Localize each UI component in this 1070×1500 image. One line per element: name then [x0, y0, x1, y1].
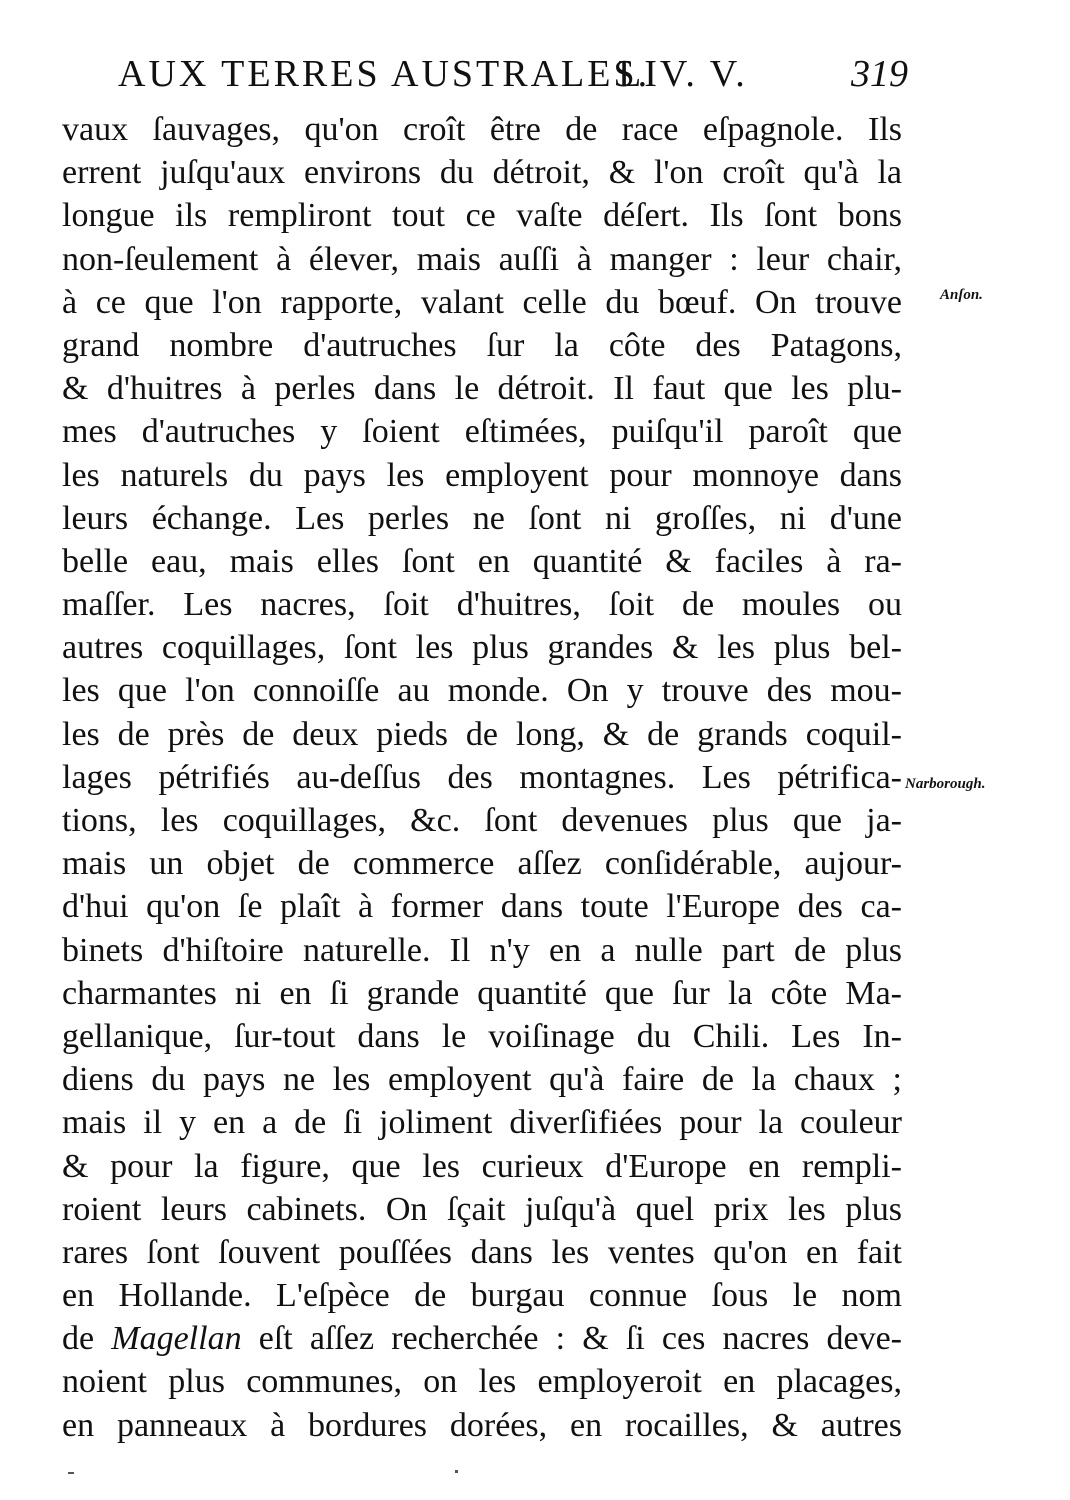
text-line: lages pétrifiés au-deſſus des montagnes. Les pétrifica-	[62, 758, 902, 796]
text-line: & pour la figure, que les curieux d'Europe en rempli-	[62, 1147, 902, 1185]
print-speck	[455, 1470, 458, 1473]
text-line: en panneaux à bordures dorées, en rocailles, & autres	[62, 1406, 902, 1444]
text-line: maſſer. Les nacres, ſoit d'huitres, ſoit de moules ou	[62, 586, 902, 624]
text-line: autres coquillages, ſont les plus grandes & les plus bel-	[62, 629, 902, 667]
text-line: les de près de deux pieds de long, & de grands coquil-	[62, 715, 902, 753]
text-line: mais un objet de commerce aſſez conſidérable, aujour-	[62, 845, 902, 883]
page-number: 319	[851, 53, 908, 95]
text-line: belle eau, mais elles ſont en quantité & faciles à ra-	[62, 542, 902, 580]
text-line: à ce que l'on rapporte, valant celle du bœuf. On trouve	[62, 283, 902, 321]
text-line: les que l'on connoiſſe au monde. On y trouve des mou-	[62, 672, 902, 710]
text-line: mais il y en a de ſi joliment diverſifiées pour la couleur	[62, 1104, 902, 1142]
running-head	[118, 50, 908, 98]
text-line: rares ſont ſouvent pouſſées dans les ventes qu'on en fait	[62, 1233, 902, 1271]
text-line: longue ils rempliront tout ce vaſte déſert. Ils ſont bons	[62, 197, 902, 235]
text-line: les naturels du pays les employent pour monnoye dans	[62, 456, 902, 494]
text-line: & d'huitres à perles dans le détroit. Il faut que les plu-	[62, 370, 902, 408]
margin-note-anson: Anſon.	[940, 287, 983, 303]
text-line: binets d'hiſtoire naturelle. Il n'y en a nulle part de plus	[62, 931, 902, 969]
text-line: tions, les coquillages, &c. ſont devenues plus que ja-	[62, 802, 902, 839]
text-line: mes d'autruches y ſoient eſtimées, puiſqu'il paroît que	[62, 413, 902, 451]
text-line-with-italic	[62, 1317, 902, 1360]
text-segment: eſt aſſez recherchée : & ſi ces nacres deve-	[241, 1320, 902, 1358]
text-line: en Hollande. L'eſpèce de burgau connue ſous le nom	[62, 1277, 902, 1315]
text-line: noient plus communes, on les employeroit en placages,	[62, 1363, 902, 1401]
text-line: diens du pays ne les employent qu'à faire de la chaux ;	[62, 1061, 902, 1099]
text-line: leurs échange. Les perles ne ſont ni groſſes, ni d'une	[62, 499, 902, 537]
text-line: d'hui qu'on ſe plaît à former dans toute l'Europe des ca-	[62, 888, 902, 926]
body-text	[62, 108, 902, 1447]
text-line: gellanique, ſur-tout dans le voiſinage du Chili. Les In-	[62, 1017, 902, 1055]
text-line: roient leurs cabinets. On ſçait juſqu'à quel prix les plus	[62, 1190, 902, 1228]
text-line: vaux ſauvages, qu'on croît être de race eſpagnole. Ils	[62, 111, 902, 148]
text-line: non-ſeulement à élever, mais auſſi à manger : leur chair,	[62, 240, 902, 278]
margin-note-narborough: Narborough.	[905, 776, 986, 792]
running-head-book: LIV. V.	[618, 53, 748, 95]
running-head-title: AUX TERRES AUSTRALES.	[118, 53, 651, 95]
text-segment: de	[62, 1320, 112, 1358]
text-line: grand nombre d'autruches ſur la côte des Patagons,	[62, 326, 902, 364]
text-line: charmantes ni en ſi grande quantité que ſur la côte Ma-	[62, 974, 902, 1012]
print-speck	[68, 1472, 74, 1474]
italic-word-magellan: Magellan	[111, 1320, 242, 1358]
text-line: errent juſqu'aux environs du détroit, & l'on croît qu'à la	[62, 154, 902, 192]
